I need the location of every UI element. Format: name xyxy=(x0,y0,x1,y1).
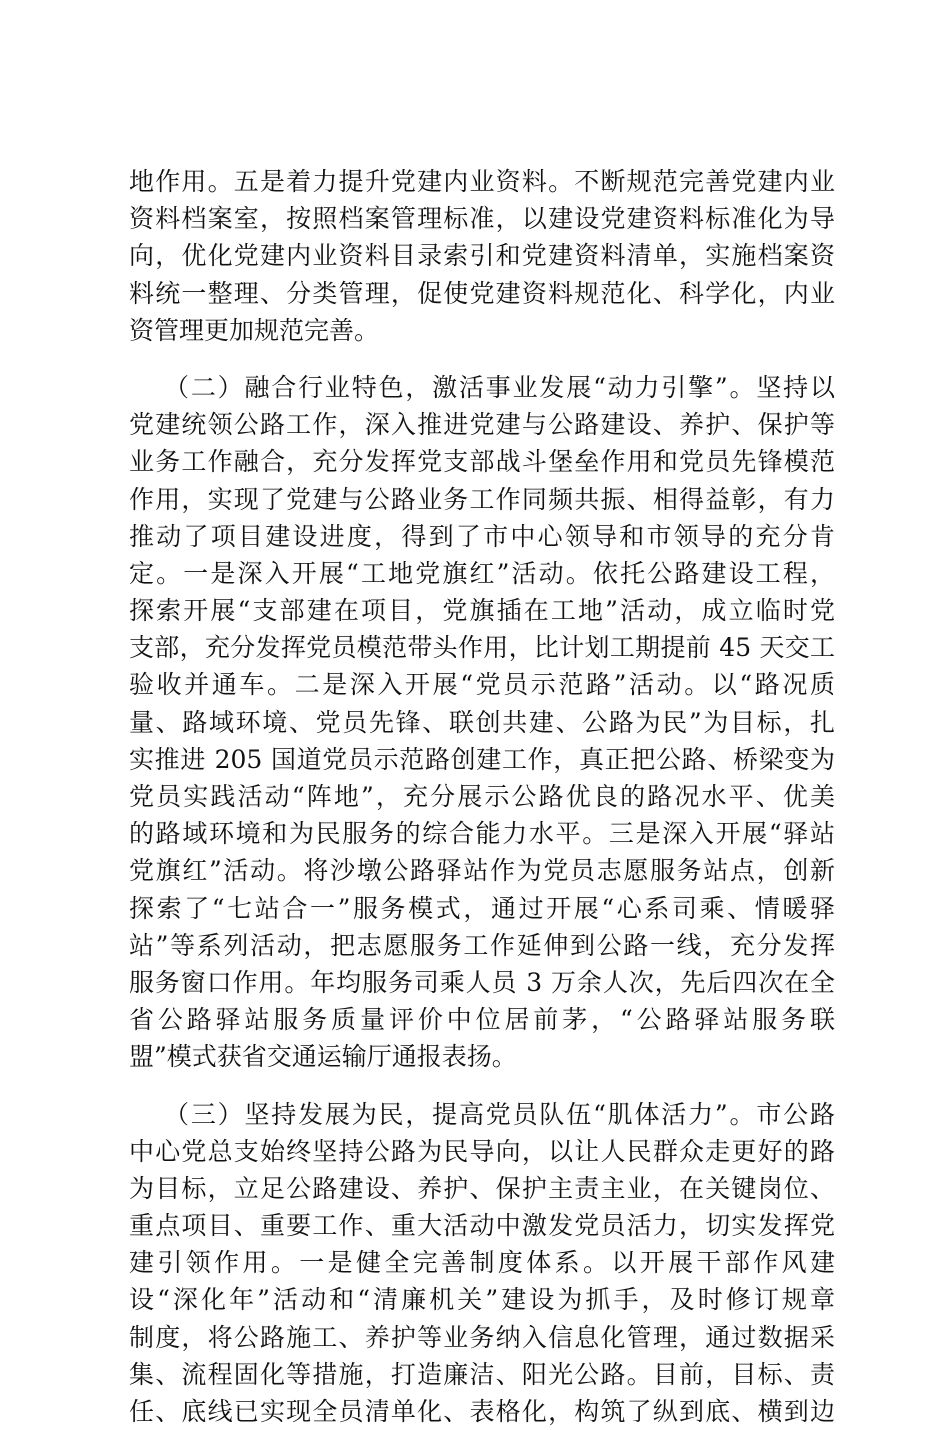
text-line: 任、底线已实现全员清单化、表格化，构筑了纵到底、横到边 xyxy=(129,1393,835,1430)
text-line: 料统一整理、分类管理，促使党建资料规范化、科学化，内业 xyxy=(129,275,835,312)
text-line: 服务窗口作用。年均服务司乘人员 3 万余人次，先后四次在全 xyxy=(129,964,835,1001)
text-line: （二）融合行业特色，激活事业发展“动力引擎”。坚持以 xyxy=(129,369,835,406)
text-line: 地作用。五是着力提升党建内业资料。不断规范完善党建内业 xyxy=(129,163,835,200)
text-line: 推动了项目建设进度，得到了市中心领导和市领导的充分肯 xyxy=(129,518,835,555)
text-line: 站”等系列活动，把志愿服务工作延伸到公路一线，充分发挥 xyxy=(129,927,835,964)
text-line: 量、路域环境、党员先锋、联创共建、公路为民”为目标，扎 xyxy=(129,704,835,741)
text-line: 制度，将公路施工、养护等业务纳入信息化管理，通过数据采 xyxy=(129,1319,835,1356)
text-line: 设“深化年”活动和“清廉机关”建设为抓手，及时修订规章 xyxy=(129,1281,835,1318)
text-line: 重点项目、重要工作、重大活动中激发党员活力，切实发挥党 xyxy=(129,1207,835,1244)
text-line: 党旗红”活动。将沙墩公路驿站作为党员志愿服务站点，创新 xyxy=(129,852,835,889)
text-line: 作用，实现了党建与公路业务工作同频共振、相得益彰，有力 xyxy=(129,481,835,518)
text-line: （三）坚持发展为民，提高党员队伍“肌体活力”。市公路 xyxy=(129,1096,835,1133)
text-line: 支部，充分发挥党员模范带头作用，比计划工期提前 45 天交工 xyxy=(129,629,835,666)
text-line: 资管理更加规范完善。 xyxy=(129,312,835,349)
text-line: 盟”模式获省交通运输厅通报表扬。 xyxy=(129,1038,835,1075)
text-line: 探索了“七站合一”服务模式，通过开展“心系司乘、情暖驿 xyxy=(129,890,835,927)
text-line: 建引领作用。一是健全完善制度体系。以开展干部作风建 xyxy=(129,1244,835,1281)
text-line: 党员实践活动“阵地”，充分展示公路优良的路况水平、优美 xyxy=(129,778,835,815)
text-line: 中心党总支始终坚持公路为民导向，以让人民群众走更好的路 xyxy=(129,1133,835,1170)
text-line: 业务工作融合，充分发挥党支部战斗堡垒作用和党员先锋模范 xyxy=(129,443,835,480)
text-line: 实推进 205 国道党员示范路创建工作，真正把公路、桥梁变为 xyxy=(129,741,835,778)
text-line: 定。一是深入开展“工地党旗红”活动。依托公路建设工程， xyxy=(129,555,835,592)
text-line: 为目标，立足公路建设、养护、保护主责主业，在关键岗位、 xyxy=(129,1170,835,1207)
paragraph-spacer xyxy=(129,349,835,369)
paragraph-spacer xyxy=(129,1076,835,1096)
text-line: 向，优化党建内业资料目录索引和党建资料清单，实施档案资 xyxy=(129,237,835,274)
text-line: 党建统领公路工作，深入推进党建与公路建设、养护、保护等 xyxy=(129,406,835,443)
paragraph-1 xyxy=(129,163,835,349)
text-line: 探索开展“支部建在项目，党旗插在工地”活动，成立临时党 xyxy=(129,592,835,629)
paragraph-2 xyxy=(129,369,835,1076)
text-line: 省公路驿站服务质量评价中位居前茅，“公路驿站服务联 xyxy=(129,1001,835,1038)
text-line: 的路域环境和为民服务的综合能力水平。三是深入开展“驿站 xyxy=(129,815,835,852)
document-body xyxy=(129,163,835,1430)
paragraph-3 xyxy=(129,1096,835,1430)
text-line: 资料档案室，按照档案管理标准，以建设党建资料标准化为导 xyxy=(129,200,835,237)
text-line: 集、流程固化等措施，打造廉洁、阳光公路。目前，目标、责 xyxy=(129,1356,835,1393)
text-line: 验收并通车。二是深入开展“党员示范路”活动。以“路况质 xyxy=(129,666,835,703)
